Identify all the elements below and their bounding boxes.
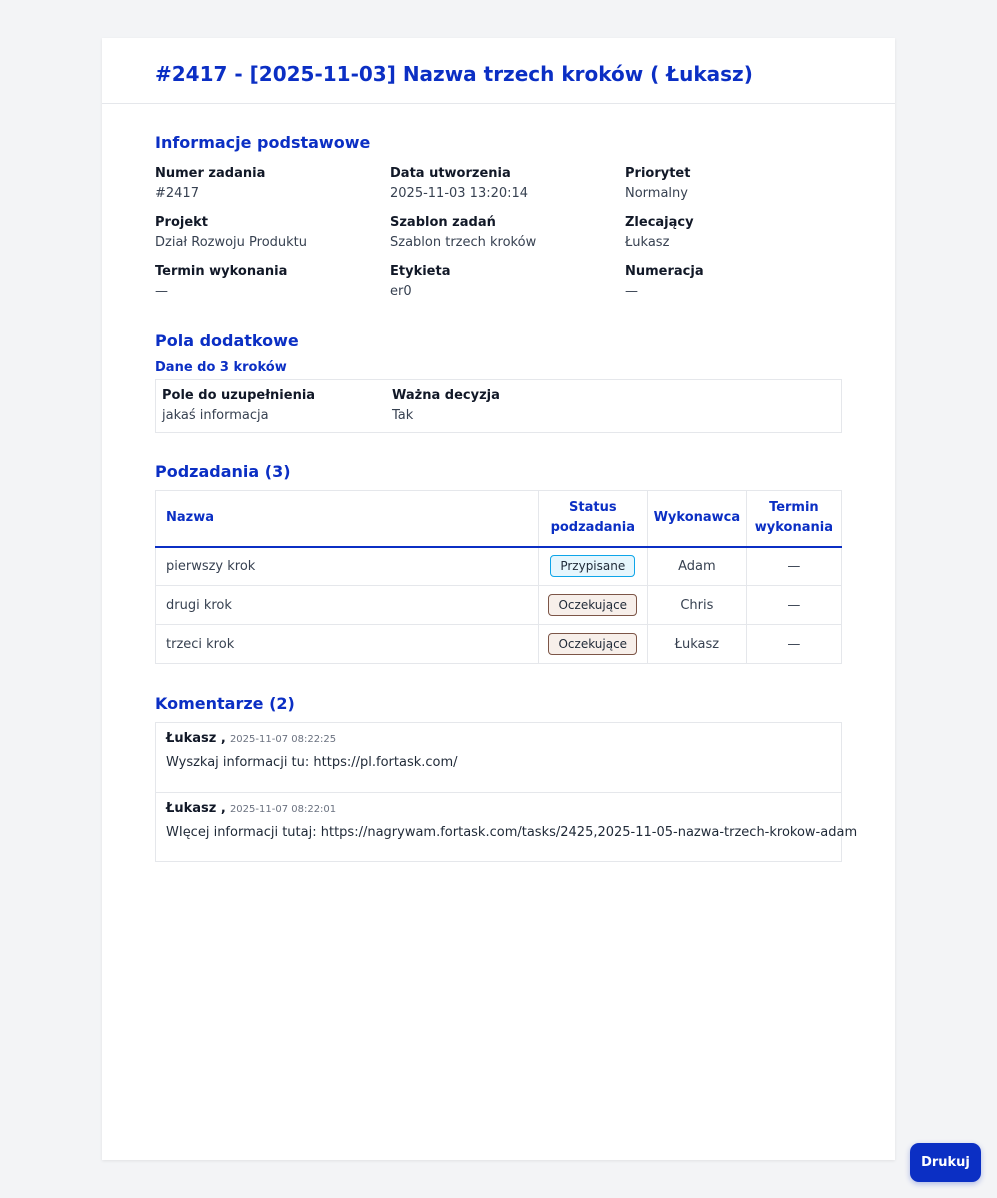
field-value: Tak [392, 408, 414, 423]
subtasks-header-row [156, 491, 842, 547]
comment-header [166, 731, 831, 748]
subtask-name: drugi krok [156, 586, 539, 625]
field-label-tag [390, 263, 620, 302]
basic-info-heading: Informacje podstawowe [155, 133, 371, 152]
extra-fields-box [155, 379, 842, 433]
comment-author: Łukasz , [166, 801, 226, 816]
column-header-status: Status podzadania [538, 491, 647, 547]
status-badge: Przypisane [550, 555, 635, 577]
field-label: Ważna decyzja [392, 388, 500, 403]
field-label: Priorytet [625, 166, 691, 181]
page-header [102, 38, 895, 104]
field-project [155, 214, 385, 253]
field-value: Dział Rozwoju Produktu [155, 235, 308, 250]
comment-item [156, 792, 858, 861]
field-task-number [155, 165, 385, 204]
comments-heading: Komentarze (2) [155, 694, 295, 713]
field-label: Etykieta [390, 264, 451, 279]
column-header-name: Nazwa [156, 491, 539, 547]
field-deadline [155, 263, 385, 302]
comment-text: WIęcej informacji tutaj: https://nagrywam.fortask.com/tasks/2425,2025-11-05-nazwa-trzech-krokow-adam [166, 825, 858, 840]
print-button[interactable]: Drukuj [910, 1143, 981, 1182]
subtask-status-cell [538, 625, 647, 664]
table-row [156, 547, 842, 586]
table-row [156, 586, 842, 625]
extra-fields-heading: Pola dodatkowe [155, 331, 299, 350]
field-numbering [625, 263, 855, 302]
extra-field [162, 387, 315, 426]
field-value: 2025-11-03 13:20:14 [390, 186, 529, 201]
field-label: Projekt [155, 215, 209, 230]
comment-date: 2025-11-07 08:22:25 [229, 734, 337, 745]
subtask-name: trzeci krok [156, 625, 539, 664]
field-value: er0 [390, 284, 412, 299]
comment-date: 2025-11-07 08:22:01 [229, 804, 337, 815]
field-value: — [155, 284, 168, 299]
status-badge: Oczekujące [548, 594, 637, 616]
subtask-assignee: Łukasz [648, 625, 747, 664]
subtask-deadline: — [746, 625, 841, 664]
field-label: Data utworzenia [390, 166, 511, 181]
subtask-status-cell [538, 547, 647, 586]
comment-author: Łukasz , [166, 731, 226, 746]
comment-text: Wyszkaj informacji tu: https://pl.fortask.com/ [166, 755, 458, 770]
field-label: Numer zadania [155, 166, 266, 181]
field-value: Szablon trzech kroków [390, 235, 537, 250]
field-label: Szablon zadań [390, 215, 496, 230]
field-value: Normalny [625, 186, 688, 201]
field-label: Pole do uzupełnienia [162, 388, 316, 403]
field-priority [625, 165, 855, 204]
comments-list [155, 722, 858, 862]
field-label: Zlecający [625, 215, 694, 230]
subtasks-table [155, 490, 842, 664]
subtask-name: pierwszy krok [156, 547, 539, 586]
subtask-status-cell [538, 586, 647, 625]
field-created-date [390, 165, 620, 204]
comment-header [166, 801, 831, 818]
field-value: jakaś informacja [162, 408, 269, 423]
extra-field [392, 387, 500, 426]
subtask-deadline: — [746, 547, 841, 586]
field-value: #2417 [155, 186, 199, 201]
field-task-template [390, 214, 620, 253]
table-row [156, 625, 842, 664]
field-value: Łukasz [625, 235, 670, 250]
subtasks-heading: Podzadania (3) [155, 462, 291, 481]
extra-group-title: Dane do 3 kroków [155, 360, 287, 375]
column-header-assignee: Wykonawca [648, 491, 747, 547]
field-requester [625, 214, 855, 253]
status-badge: Oczekujące [548, 633, 637, 655]
comment-item [156, 723, 841, 792]
field-label: Numeracja [625, 264, 704, 279]
subtask-deadline: — [746, 586, 841, 625]
task-print-page [102, 38, 895, 1160]
field-label: Termin wykonania [155, 264, 288, 279]
subtask-assignee: Chris [648, 586, 747, 625]
field-value: — [625, 284, 638, 299]
column-header-deadline: Termin wykonania [746, 491, 841, 547]
page-title: #2417 - [2025-11-03] Nazwa trzech kroków ( Łukasz) [155, 62, 753, 86]
subtask-assignee: Adam [648, 547, 747, 586]
